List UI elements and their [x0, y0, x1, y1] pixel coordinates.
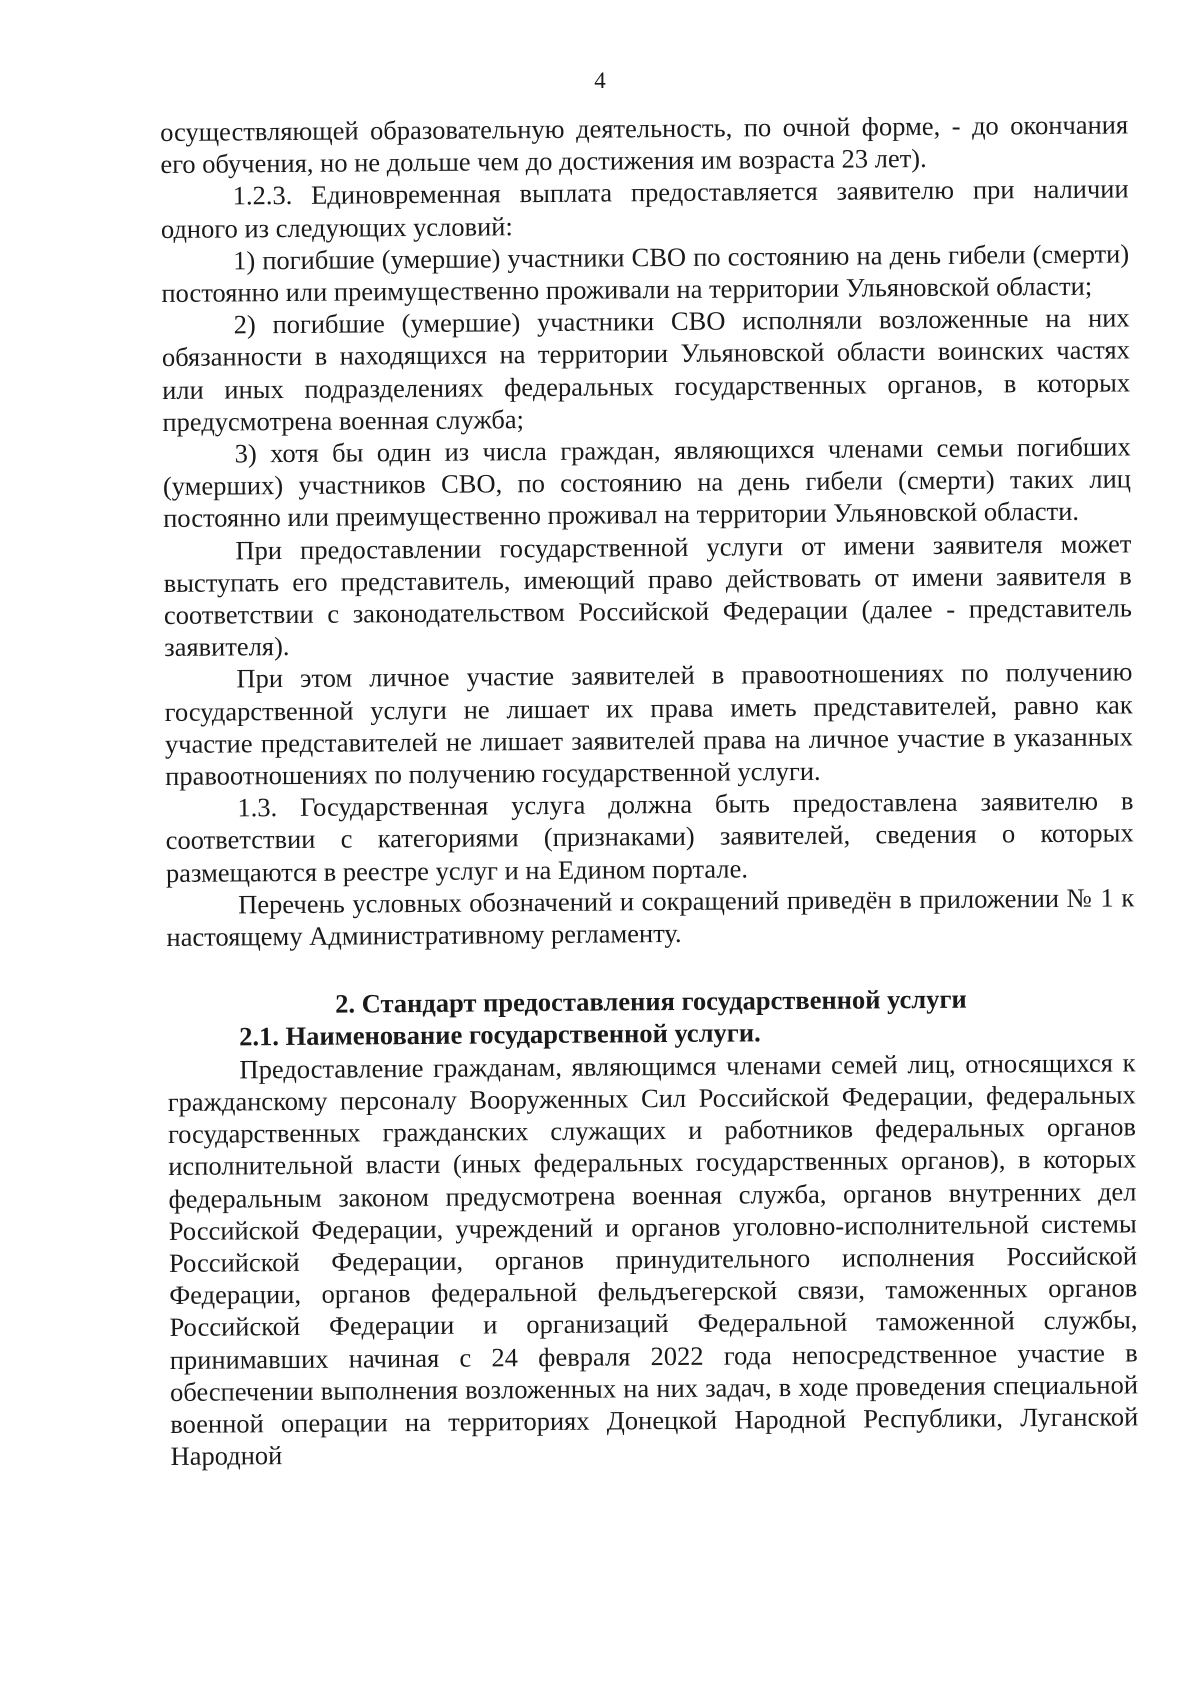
- condition-2: 2) погибшие (умершие) участники СВО исполняли возложенные на них обязанности в находящихся на территории Ульяновской области воинских частях или иных подразделениях федеральных государственных органов, в которых предусмотрена военная служба;: [161, 302, 1131, 437]
- paragraph-representative: При предоставлении государственной услуги от имени заявителя может выступать его представитель, имеющий право действовать от имени заявителя в соответствии с законодательством Российской Федерации (далее - представитель заявителя).: [163, 528, 1133, 663]
- paragraph-service-name: Предоставление гражданам, являющимся членами семей лиц, относящихся к гражданскому персоналу Вооруженных Сил Российской Федерации, федеральных государственных гражданских служащих и работников федеральных органов исполнительной власти (иных федеральных государственных органов), в которых федеральным законом предусмотрена военная служба, органов внутренних дел Российской Федерации, учреждений и органов уголовно-исполнительной системы Российской Федерации, органов принудительного исполнения Российской Федерации, органов федеральной фельдъегерской связи, таможенных органов Российской Федерации и организаций Федеральной таможенной службы, принимавших начиная с 24 февраля 2022 года непосредственное участие в обеспечении выполнения возложенных на них задач, в ходе проведения специальной военной операции на территориях Донецкой Народной Республики, Луганской Народной: [167, 1047, 1139, 1472]
- condition-1: 1) погибшие (умершие) участники СВО по состоянию на день гибели (смерти) постоянно или преимущественно проживали на территории Ульяновской области;: [161, 238, 1130, 309]
- section-2-1-heading: 2.1. Наименование государственной услуги.: [239, 1017, 761, 1052]
- paragraph-1-3: 1.3. Государственная услуга должна быть предоставлена заявителю в соответствии с категориями (признаками) заявителей, сведения о которых размещаются в реестре услуг и на Едином портале.: [165, 785, 1134, 888]
- paragraph-personal-participation: При этом личное участие заявителей в правоотношениях по получению государственной услуги не лишает их права иметь представителей, равно как участие представителей не лишает заявителей права на личное участие в указанных правоотношениях по получению государственной услуги.: [164, 656, 1134, 792]
- paragraph-1: осуществляющей образовательную деятельность, по очной форме, - до окончания его обучения, но не дольше чем до достижения им возраста 23 лет).: [160, 109, 1129, 180]
- page-number: 4: [594, 68, 606, 93]
- paragraph-abbreviations: Перечень условных обозначений и сокращений приведён в приложении № 1 к настоящему Административному регламенту.: [166, 882, 1135, 953]
- document-body: [160, 108, 1139, 1472]
- condition-3: 3) хотя бы один из числа граждан, являющихся членами семьи погибших (умерших) участников СВО, по состоянию на день гибели (смерти) таких лиц постоянно или преимущественно проживал на территории Ульяновской области.: [162, 431, 1131, 534]
- paragraph-1-2-3: 1.2.3. Единовременная выплата предоставляется заявителю при наличии одного из следующих условий:: [160, 173, 1129, 244]
- section-2-heading: 2. Стандарт предоставления государственной услуги: [335, 983, 967, 1019]
